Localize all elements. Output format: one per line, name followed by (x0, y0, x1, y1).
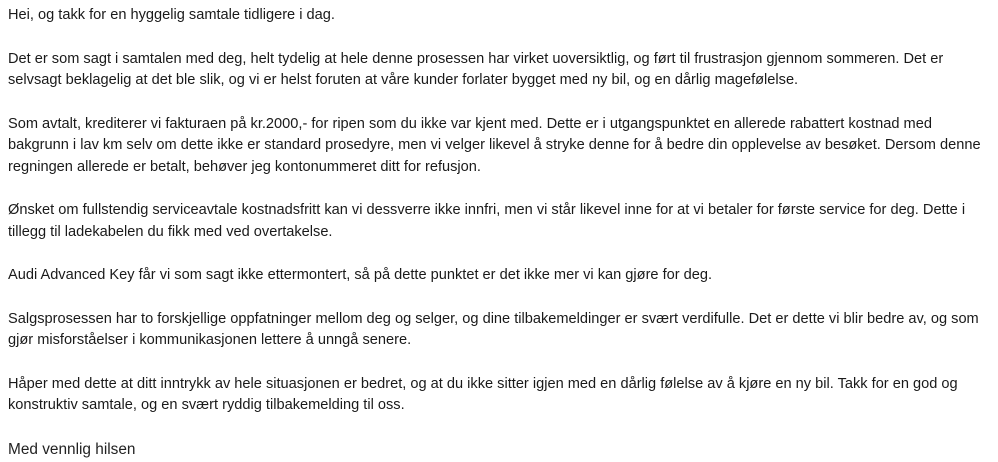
paragraph-credit: Som avtalt, krediterer vi fakturaen på kr.2000,- for ripen som du ikke var kjent med. Dette er i utgangspunktet en allerede rabattert kostnad med bakgrunn i lav km selv om dette ikke er standard prosedyre, men vi velger likevel å stryke denne for å bedre din opplevelse av besøket. Dersom denne regningen allerede er betalt, behøver jeg kontonummeret ditt for refusjon. (8, 115, 981, 175)
paragraph-advanced-key: Audi Advanced Key får vi som sagt ikke ettermontert, så på dette punktet er det ikke mer vi kan gjøre for deg. (8, 267, 713, 283)
paragraph-closing: Håper med dette at ditt inntrykk av hele situasjonen er bedret, og at du ikke sitter igjen med en dårlig følelse av å kjøre en ny bil. Takk for en god og konstruktiv samtale, og en svært ryddig tilbakemelding til oss. (8, 375, 958, 413)
signoff: Med vennlig hilsen (8, 440, 136, 458)
greeting-paragraph: Hei, og takk for en hyggelig samtale tidligere i dag. (8, 7, 335, 23)
paragraph-acknowledgement: Det er som sagt i samtalen med deg, helt tydelig at hele denne prosessen har virket uoversiktlig, og ført til frustrasjon gjennom sommeren. Det er selvsagt beklagelig at det ble slik, og vi er helst foruten at våre kunder forlater bygget med ny bil, og en dårlig magefølelse. (8, 50, 944, 88)
letter-body (8, 5, 992, 460)
paragraph-sales-process: Salgsprosessen har to forskjellige oppfatninger mellom deg og selger, og dine tilbakemeldinger er svært verdifulle. Det er dette vi blir bedre av, og som gjør misforståelser i kommunikasjonen lettere å unngå senere. (8, 310, 979, 348)
paragraph-service-agreement: Ønsket om fullstendig serviceavtale kostnadsfritt kan vi dessverre ikke innfri, men vi står likevel inne for at vi betaler for første service for deg. Dette i tillegg til ladekabelen du fikk med ved overtakelse. (8, 202, 966, 240)
